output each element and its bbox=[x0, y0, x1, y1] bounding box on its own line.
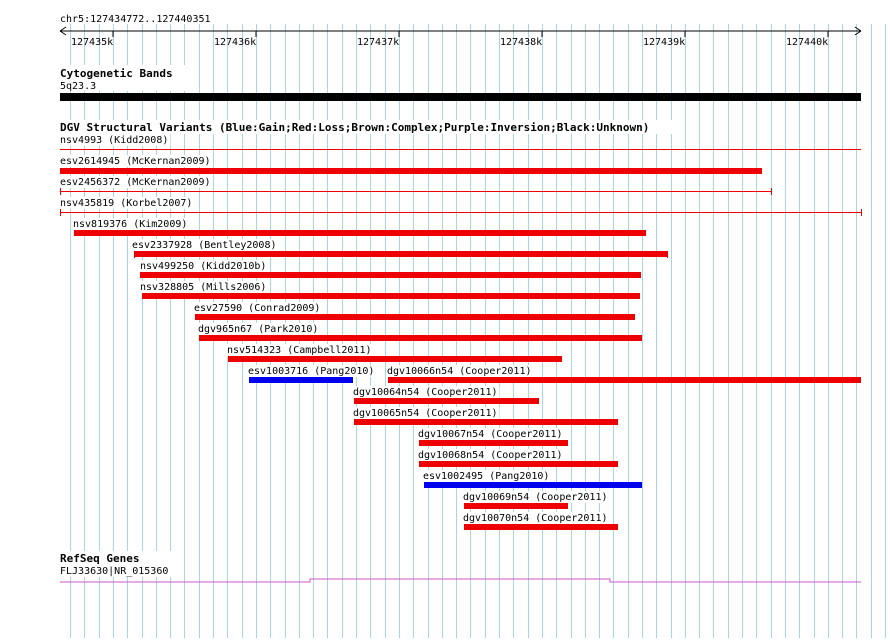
dgv-feature[interactable] bbox=[72, 218, 646, 236]
dgv-feature-label: nsv435819 (Korbel2007) bbox=[60, 198, 193, 209]
cytoband-track-title: Cytogenetic Bands bbox=[60, 67, 173, 80]
cytoband-track[interactable] bbox=[58, 65, 861, 101]
dgv-features bbox=[59, 134, 862, 530]
dgv-feature-bar[interactable] bbox=[74, 230, 646, 236]
dgv-feature-label: nsv514323 (Campbell2011) bbox=[227, 345, 372, 356]
dgv-feature-label: dgv965n67 (Park2010) bbox=[198, 324, 319, 335]
dgv-feature-label: dgv10067n54 (Cooper2011) bbox=[418, 429, 563, 440]
dgv-feature-label: nsv819376 (Kim2009) bbox=[73, 219, 188, 230]
dgv-feature[interactable] bbox=[422, 470, 642, 488]
dgv-feature-bar[interactable] bbox=[249, 377, 353, 383]
dgv-feature-bar[interactable] bbox=[134, 251, 667, 257]
ruler-label: chr5:127434772..127440351 bbox=[60, 14, 211, 25]
dgv-feature[interactable] bbox=[59, 134, 861, 150]
grid-lines bbox=[71, 24, 886, 638]
dgv-feature[interactable] bbox=[197, 323, 642, 341]
dgv-feature[interactable] bbox=[226, 344, 562, 362]
refseq-track-title: RefSeq Genes bbox=[60, 552, 140, 565]
dgv-feature-label: dgv10070n54 (Cooper2011) bbox=[463, 513, 608, 524]
dgv-feature-label: nsv499250 (Kidd2010b) bbox=[140, 261, 267, 272]
dgv-feature-bar[interactable] bbox=[464, 524, 618, 530]
refseq-track bbox=[58, 551, 861, 582]
ruler-tick-label: 127436k bbox=[214, 37, 257, 48]
dgv-feature-bar[interactable] bbox=[60, 168, 762, 174]
ruler bbox=[58, 10, 861, 48]
dgv-feature-label: dgv10064n54 (Cooper2011) bbox=[353, 387, 498, 398]
dgv-track bbox=[58, 120, 862, 530]
dgv-feature-label: esv2337928 (Bentley2008) bbox=[132, 240, 277, 251]
ruler-tick-label: 127440k bbox=[786, 37, 829, 48]
dgv-feature-bar[interactable] bbox=[388, 377, 861, 383]
dgv-feature-bar[interactable] bbox=[464, 503, 568, 509]
dgv-feature[interactable] bbox=[139, 260, 641, 278]
dgv-feature[interactable] bbox=[386, 365, 861, 383]
dgv-feature-bar[interactable] bbox=[354, 398, 539, 404]
dgv-feature-label: esv2456372 (McKernan2009) bbox=[60, 177, 211, 188]
dgv-feature-label: dgv10069n54 (Cooper2011) bbox=[463, 492, 608, 503]
dgv-feature-label: esv2614945 (McKernan2009) bbox=[60, 156, 211, 167]
ruler-tick-label: 127437k bbox=[357, 37, 400, 48]
dgv-feature-bar[interactable] bbox=[199, 335, 642, 341]
refseq-gene-label[interactable]: FLJ33630|NR_015360 bbox=[60, 566, 169, 577]
ruler-tick-label: 127438k bbox=[500, 37, 543, 48]
dgv-feature[interactable] bbox=[59, 197, 862, 216]
dgv-feature-label: dgv10066n54 (Cooper2011) bbox=[387, 366, 532, 377]
dgv-feature-bar[interactable] bbox=[140, 272, 641, 278]
dgv-feature-bar[interactable] bbox=[424, 482, 642, 488]
dgv-feature[interactable] bbox=[139, 281, 640, 299]
dgv-feature-bar[interactable] bbox=[228, 356, 562, 362]
ruler-tick-label: 127435k bbox=[71, 37, 114, 48]
dgv-feature-label: esv1003716 (Pang2010) bbox=[248, 366, 375, 377]
dgv-track-title: DGV Structural Variants (Blue:Gain;Red:Loss;Brown:Complex;Purple:Inversion;Black:Unknown) bbox=[60, 121, 650, 134]
dgv-feature-bar[interactable] bbox=[195, 314, 635, 320]
dgv-feature-bar[interactable] bbox=[419, 440, 568, 446]
cytoband-bar[interactable] bbox=[60, 93, 861, 101]
dgv-feature[interactable] bbox=[352, 386, 539, 404]
dgv-feature[interactable] bbox=[59, 176, 772, 195]
dgv-feature[interactable] bbox=[352, 407, 618, 425]
dgv-feature-label: nsv4993 (Kidd2008) bbox=[60, 135, 169, 146]
cytoband-band-label: 5q23.3 bbox=[60, 81, 97, 92]
ruler-tick-label: 127439k bbox=[643, 37, 686, 48]
dgv-feature[interactable] bbox=[417, 449, 618, 467]
refseq-gene-model[interactable] bbox=[60, 579, 861, 582]
dgv-feature-bar[interactable] bbox=[419, 461, 618, 467]
dgv-feature-label: nsv328805 (Mills2006) bbox=[140, 282, 267, 293]
dgv-feature[interactable] bbox=[462, 512, 618, 530]
dgv-feature[interactable] bbox=[462, 491, 609, 509]
dgv-feature[interactable] bbox=[417, 428, 568, 446]
dgv-feature-label: dgv10068n54 (Cooper2011) bbox=[418, 450, 563, 461]
dgv-feature-bar[interactable] bbox=[354, 419, 618, 425]
dgv-feature-label: esv27590 (Conrad2009) bbox=[194, 303, 321, 314]
dgv-feature-label: esv1002495 (Pang2010) bbox=[423, 471, 550, 482]
dgv-feature[interactable] bbox=[247, 365, 376, 383]
dgv-feature-bar[interactable] bbox=[142, 293, 640, 299]
dgv-feature-label: dgv10065n54 (Cooper2011) bbox=[353, 408, 498, 419]
